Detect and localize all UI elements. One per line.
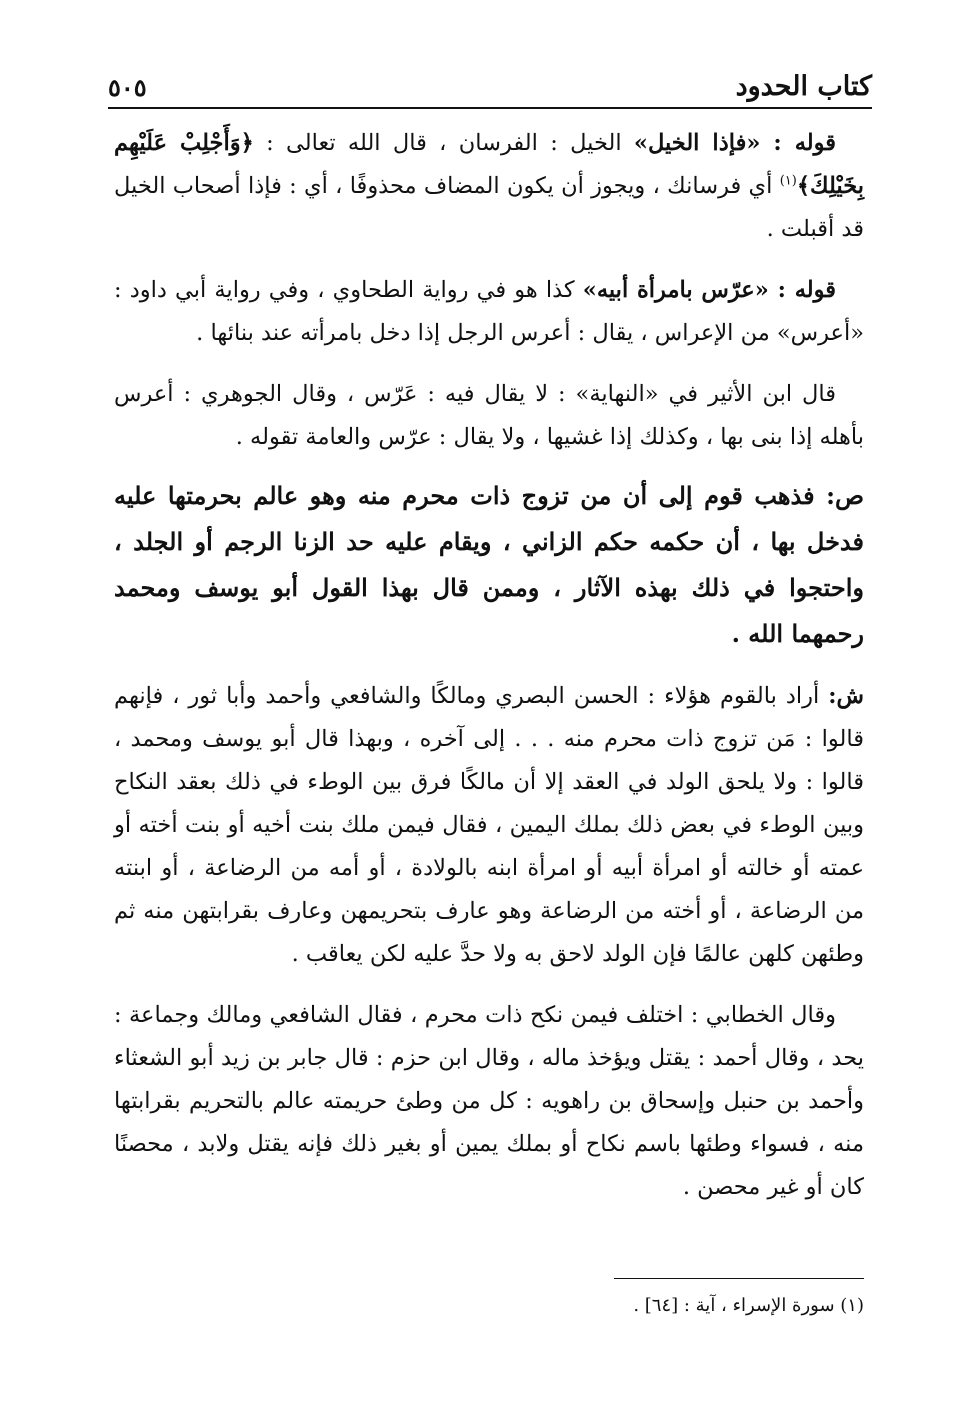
paragraph-2	[114, 269, 864, 355]
paragraph-1-lead: قوله : «فإذا الخيل»	[633, 130, 837, 156]
sharh-label: ش:	[828, 683, 864, 709]
quran-verse: ﴿وَأَجْلِبْ عَلَيْهِم بِخَيْلِكَ﴾	[114, 130, 864, 199]
footnote-rule	[614, 1278, 864, 1279]
header-rule	[108, 107, 872, 109]
footnote: (١) سورة الإسراء ، آية : [٦٤] .	[633, 1295, 864, 1316]
paragraph-5-text: أراد بالقوم هؤلاء : الحسن البصري ومالكًا والشافعي وأحمد وأبا ثور ، فإنهم قالوا : مَن تزوج ذات محرم منه . . . إلى آخره ، وبهذا قال أبو يوسف ومحمد ، قالوا : ولا يلحق الولد في العقد إلا أن مالكًا فرق بين الوطء في ذلك بعقد النكاح وبين الوطء في بعض ذلك بملك اليمين ، فقال فيمن ملك بنت أخيه أو بنت أخته أو عمته أو خالته أو امرأة أبيه أو امرأة ابنه بالولادة ، أو أمه من الرضاعة ، أو ابنته من الرضاعة ، أو أخته من الرضاعة وهو عارف بتحريمهن وعارف بقرابتهن منه ثم وطئهن كلهن عالمًا فإن الولد لاحق به ولا حدَّ عليه لكن يعاقب .	[114, 683, 864, 967]
body-text	[114, 122, 864, 1209]
page-header	[108, 60, 872, 100]
page-number: ٥٠٥	[108, 73, 147, 102]
paragraph-4	[114, 473, 864, 657]
paragraph-2-text: كذا هو في رواية الطحاوي ، وفي رواية أبي داود : «أعرس» من الإعراس ، يقال : أعرس الرجل إذا دخل بامرأته عند بنائها .	[114, 277, 864, 346]
running-head: كتاب الحدود	[735, 71, 872, 102]
paragraph-1-text: الخيل : الفرسان ، قال الله تعالى :	[253, 130, 634, 156]
paragraph-1	[114, 122, 864, 251]
paragraph-3	[114, 373, 864, 459]
paragraph-1-rest: أي فرسانك ، ويجوز أن يكون المضاف محذوفًا ، أي : فإذا أصحاب الخيل قد أقبلت .	[114, 173, 864, 242]
paragraph-4-text: فذهب قوم إلى أن من تزوج ذات محرم منه وهو عالم بحرمتها عليه فدخل بها ، أن حكمه حكم الزاني ، ويقام عليه حد الزنا الرجم أو الجلد ، واحتجوا في ذلك بهذه الآثار ، وممن قال بهذا القول أبو يوسف ومحمد رحمهما الله .	[114, 481, 864, 648]
paragraph-6-text: وقال الخطابي : اختلف فيمن نكح ذات محرم ، فقال الشافعي ومالك وجماعة : يحد ، وقال أحمد : يقتل ويؤخذ ماله ، وقال ابن حزم : قال جابر بن زيد أبو الشعثاء وأحمد بن حنبل وإسحاق بن راهويه : كل من وطئ حريمته عالم بالتحريم بقرابتها منه ، فسواء وطئها باسم نكاح أو بملك يمين أو بغير ذلك فإنه يقتل ولابد ، محصنًا كان أو غير محصن .	[114, 1002, 864, 1200]
paragraph-2-lead: قوله : «عرّس بامرأة أبيه»	[582, 277, 836, 303]
paragraph-6	[114, 994, 864, 1209]
paragraph-3-text: قال ابن الأثير في «النهاية» : لا يقال فيه : عَرّس ، وقال الجوهري : أعرس بأهله إذا بنى بها ، وكذلك إذا غشيها ، ولا يقال : عرّس والعامة تقوله .	[114, 381, 864, 450]
matn-label: ص:	[826, 481, 864, 510]
footnote-marker: (١)	[779, 173, 797, 189]
paragraph-5	[114, 675, 864, 976]
